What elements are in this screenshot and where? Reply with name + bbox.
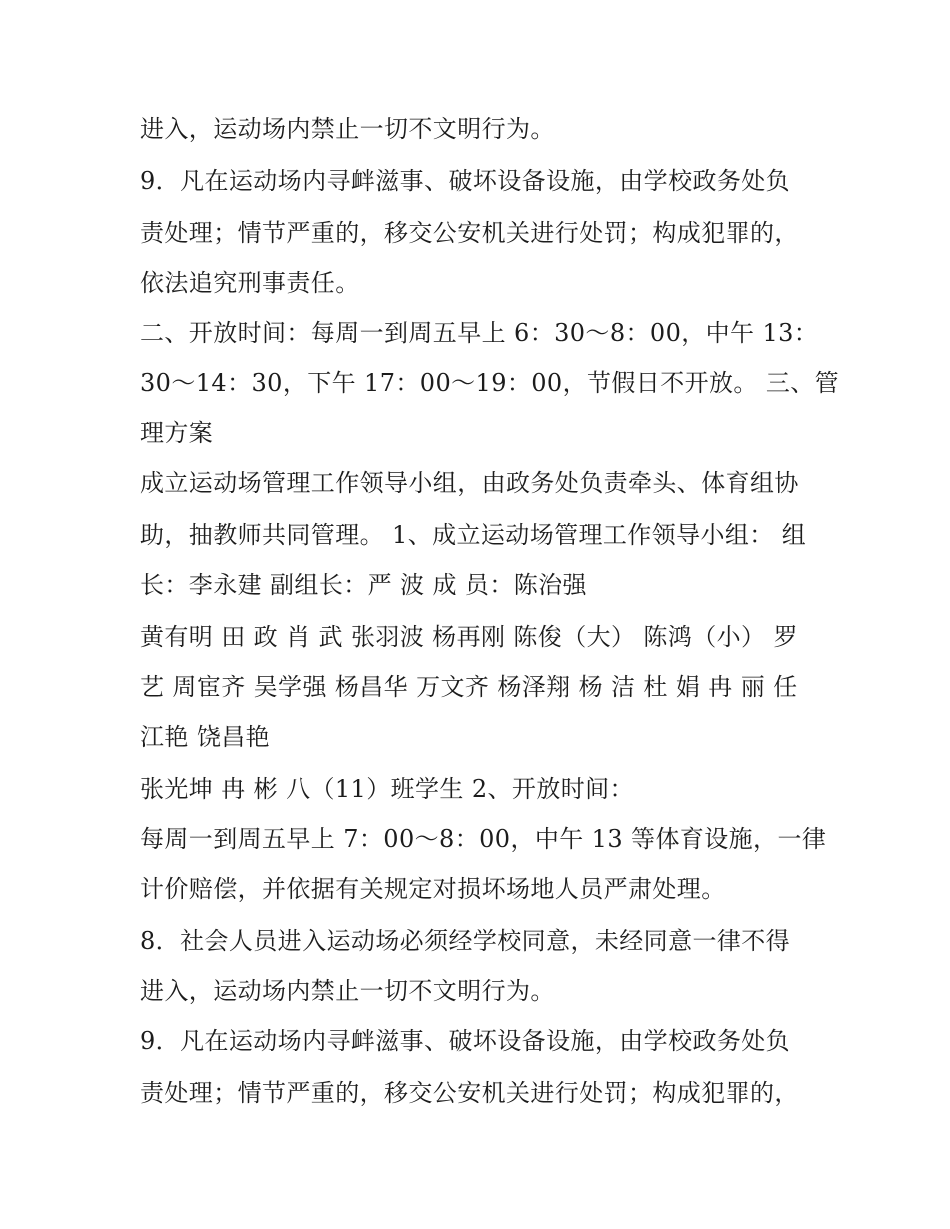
text-line: 进入，运动场内禁止一切不文明行为。 (140, 115, 555, 143)
text-line: 责处理；情节严重的，移交公安机关进行处罚；构成犯罪的， (140, 219, 799, 247)
text-line: 黄有明 田 政 肖 武 张羽波 杨再刚 陈俊（大） 陈鸿（小） 罗 (140, 623, 798, 651)
text-line: 依法追究刑事责任。 (140, 269, 360, 297)
text-line: 助，抽教师共同管理。 1、成立运动场管理工作领导小组： 组 (140, 521, 807, 549)
text-line: 9．凡在运动场内寻衅滋事、破坏设备设施，由学校政务处负 (140, 1027, 791, 1055)
text-line: 计价赔偿，并依据有关规定对损坏场地人员严肃处理。 (140, 875, 726, 903)
text-line: 长：李永建 副组长：严 波 成 员：陈治强 (140, 571, 587, 599)
text-line: 艺 周宦齐 吴学强 杨昌华 万文齐 杨泽翔 杨 洁 杜 娟 冉 丽 任 (140, 673, 798, 701)
text-line: 江艳 饶昌艳 (140, 723, 271, 751)
text-line: 8．社会人员进入运动场必须经学校同意，未经同意一律不得 (140, 927, 791, 955)
text-line: 30～14：30，下午 17：00～19：00，节假日不开放。 三、管 (140, 369, 840, 397)
text-line: 9．凡在运动场内寻衅滋事、破坏设备设施，由学校政务处负 (140, 167, 791, 195)
text-line: 责处理；情节严重的，移交公安机关进行处罚；构成犯罪的， (140, 1079, 799, 1107)
text-line: 理方案 (140, 419, 214, 447)
text-line: 成立运动场管理工作领导小组，由政务处负责牵头、体育组协 (140, 469, 799, 497)
text-line: 每周一到周五早上 7：00～8：00，中午 13 等体育设施，一律 (140, 825, 827, 853)
text-line: 二、开放时间：每周一到周五早上 6：30～8：00，中午 13： (140, 319, 819, 347)
text-line: 张光坤 冉 彬 八（11）班学生 2、开放时间： (140, 775, 634, 803)
text-line: 进入，运动场内禁止一切不文明行为。 (140, 977, 555, 1005)
